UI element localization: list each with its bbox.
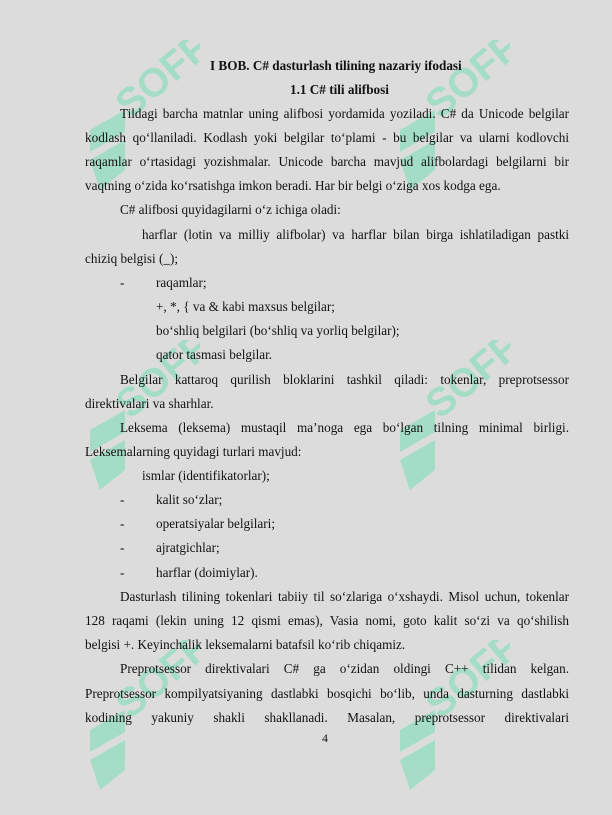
svg-text:SOFF: SOFF (417, 40, 510, 127)
list-dash: - (120, 275, 125, 290)
paragraph-line: vaqtning o‘zida ko‘rsatishga imkon beradi. Har bir belgi o‘ziga xos kodga ega. (85, 178, 501, 193)
page-number: 4 (322, 731, 328, 745)
paragraph-line: direktivalari va sharhlar. (85, 396, 214, 411)
list-dash: - (120, 565, 125, 580)
list-item: ismlar (identifikatorlar); (142, 468, 270, 483)
list-item: kalit so‘zlar; (156, 492, 223, 507)
paragraph-line: kodining yakuniy shakli shakllanadi. Masalan, preprotsessor direktivalari (85, 710, 569, 725)
svg-text:SOFF: SOFF (417, 640, 510, 727)
svg-text:SOFF: SOFF (107, 40, 200, 127)
paragraph-line: Dasturlash tilining tokenlari tabiiy til so‘zlariga o‘xshaydi. Misol uchun, tokenlar (120, 589, 569, 604)
list-item: chiziq belgisi (_); (85, 251, 179, 266)
list-item: harflar (lotin va milliy alifbolar) va harflar bilan birga ishlatiladigan pastki (142, 227, 569, 242)
paragraph-line: raqamlar o‘rtasidagi yozishmalar. Unicode barcha mavjud alifbolardagi belgilarni bir (85, 154, 569, 169)
list-item: raqamlar; (156, 275, 207, 290)
list-item: +, *, { va & kabi maxsus belgilar; (156, 299, 335, 314)
paragraph-line: Preprotsessor direktivalari C# ga o‘zidan oldingi C++ tilidan kelgan. (120, 661, 569, 676)
section-title: 1.1 C# tili alifbosi (290, 82, 389, 97)
paragraph-line: Preprotsessor kompilyatsiyaning dastlabki bosqichi bo‘lib, unda dasturning dastlabki (85, 686, 569, 701)
list-item: qator tasmasi belgilar. (156, 347, 273, 362)
list-dash: - (120, 492, 125, 507)
list-item: operatsiyalar belgilari; (156, 516, 276, 531)
list-item: bo‘shliq belgilari (bo‘shliq va yorliq belgilar); (156, 323, 400, 338)
chapter-title: I BOB. C# dasturlash tilining nazariy ifodasi (210, 58, 462, 73)
paragraph-line: C# alifbosi quyidagilarni o‘z ichiga oladi: (120, 202, 341, 217)
list-item: harflar (doimiylar). (156, 565, 258, 580)
paragraph-line: kodlash qo‘llaniladi. Kodlash yoki belgilar to‘plami - bu belgilar va ularni kodlovchi (85, 130, 569, 145)
paragraph-line: Leksemalarning quyidagi turlari mavjud: (85, 444, 302, 459)
paragraph-line: Belgilar kattaroq qurilish bloklarini tashkil qiladi: tokenlar, preprotsessor (120, 372, 569, 387)
list-item: ajratgichlar; (156, 540, 220, 555)
paragraph-line: Tildagi barcha matnlar uning alifbosi yordamida yoziladi. C# da Unicode belgilar (120, 106, 569, 121)
paragraph-line: 128 raqami (lekin uning 12 qismi emas), Vasia nomi, goto kalit so‘zi va qo‘shilish (85, 613, 569, 628)
paragraph-line: belgisi +. Keyinchalik leksemalarni batafsil ko‘rib chiqamiz. (85, 637, 406, 652)
svg-text:SOFF: SOFF (107, 340, 200, 427)
paragraph-line: Leksema (leksema) mustaqil ma’noga ega bo‘lgan tilning minimal birligi. (120, 420, 569, 435)
svg-text:SOFF: SOFF (107, 640, 200, 727)
svg-text:SOFF: SOFF (417, 340, 510, 427)
list-dash: - (120, 516, 125, 531)
list-dash: - (120, 540, 125, 555)
